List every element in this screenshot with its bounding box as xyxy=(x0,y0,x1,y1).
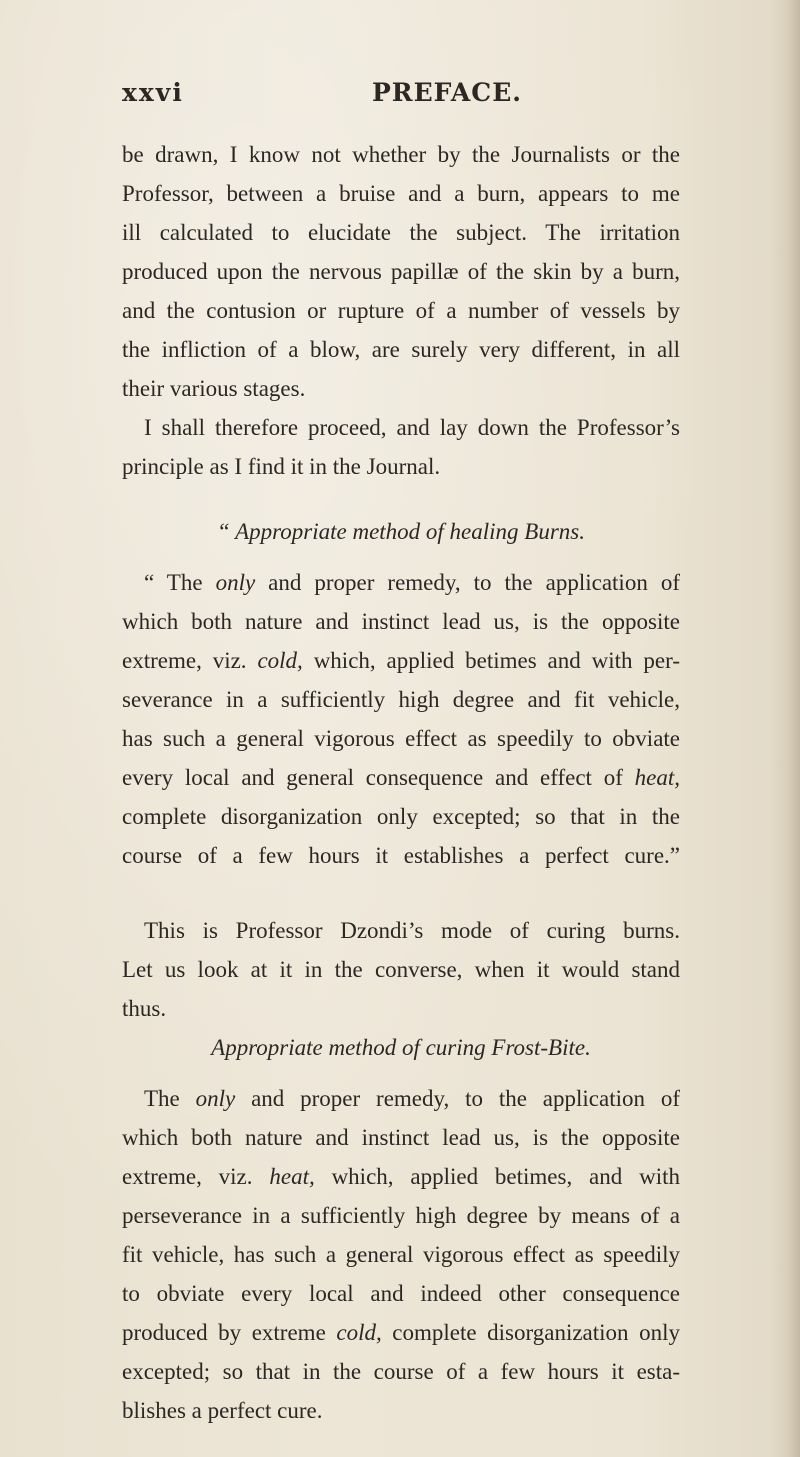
text-line: ill calculated to elucidate the subject. The irritation xyxy=(122,220,680,245)
text-line: Let us look at it in the converse, when it would stand xyxy=(122,957,680,982)
text-line: extreme, viz. cold, which, applied betimes and with per- xyxy=(122,648,680,673)
text-line: perseverance in a sufficiently high degree by means of a xyxy=(122,1203,680,1228)
paragraph-2 xyxy=(122,408,680,486)
page-header xyxy=(122,78,682,118)
paragraph-4 xyxy=(122,1079,680,1430)
text-line: and the contusion or rupture of a number of vessels by xyxy=(122,298,680,323)
text-line: their various stages. xyxy=(122,376,306,401)
text-line: course of a few hours it establishes a perfect cure.” xyxy=(122,843,680,868)
text-line: extreme, viz. heat, which, applied betimes, and with xyxy=(122,1164,680,1189)
paragraph-3 xyxy=(122,911,680,1028)
text-line: produced by extreme cold, complete disorganization only xyxy=(122,1320,680,1345)
section-heading-burns: “ Appropriate method of healing Burns. xyxy=(217,519,585,544)
page-edge-shadow xyxy=(770,0,800,1457)
running-head: PREFACE. xyxy=(372,78,522,107)
text-line: every local and general consequence and effect of heat, xyxy=(122,765,680,790)
text-line: to obviate every local and indeed other consequence xyxy=(122,1281,680,1306)
text-line: This is Professor Dzondi’s mode of curing burns. xyxy=(144,918,680,943)
text-line: which both nature and instinct lead us, is the opposite xyxy=(122,609,680,634)
text-line: which both nature and instinct lead us, is the opposite xyxy=(122,1125,680,1150)
paragraph-1 xyxy=(122,135,680,408)
text-line: severance in a sufficiently high degree and fit vehicle, xyxy=(122,687,680,712)
text-line: Professor, between a bruise and a burn, appears to me xyxy=(122,181,680,206)
quote-burns xyxy=(122,563,680,875)
text-line: has such a general vigorous effect as speedily to obviate xyxy=(122,726,680,751)
text-line: principle as I find it in the Journal. xyxy=(122,454,441,479)
section-heading-frostbite: Appropriate method of curing Frost-Bite. xyxy=(211,1035,591,1060)
text-line: produced upon the nervous papillæ of the skin by a burn, xyxy=(122,259,680,284)
text-line: excepted; so that in the course of a few hours it esta- xyxy=(122,1359,680,1384)
text-line: fit vehicle, has such a general vigorous effect as speedily xyxy=(122,1242,680,1267)
text-line: blishes a perfect cure. xyxy=(122,1398,323,1423)
text-line: be drawn, I know not whether by the Journalists or the xyxy=(122,142,680,167)
page-number: xxvi xyxy=(122,78,184,107)
text-line: The only and proper remedy, to the application of xyxy=(144,1086,680,1111)
text-line: I shall therefore proceed, and lay down the Professor’s xyxy=(144,415,680,440)
text-line: “ The only and proper remedy, to the application of xyxy=(144,570,680,595)
text-line: the infliction of a blow, are surely very different, in all xyxy=(122,337,680,362)
text-line: complete disorganization only excepted; so that in the xyxy=(122,804,680,829)
page-body xyxy=(122,135,680,1430)
text-line: thus. xyxy=(122,996,167,1021)
